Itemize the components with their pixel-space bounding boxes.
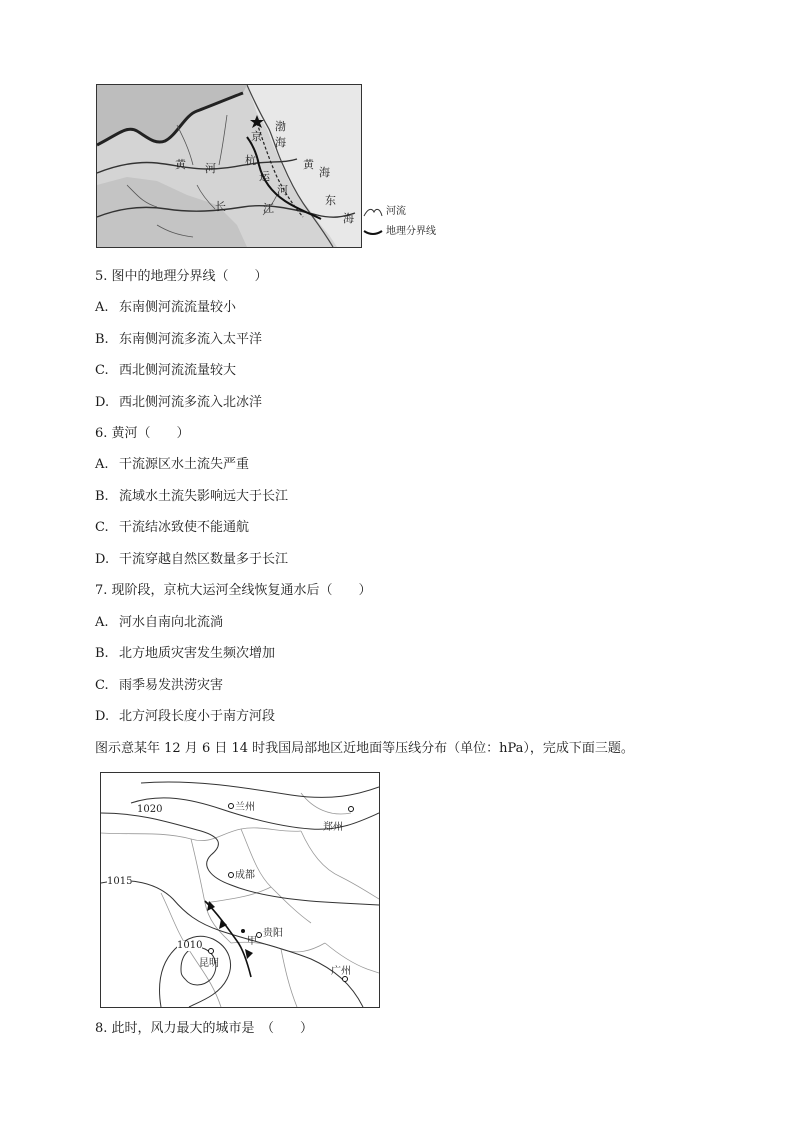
isobar-map [100, 772, 380, 1008]
city-guangzhou: 广州 [331, 966, 351, 977]
q7-stem: 7. 现阶段，京杭大运河全线恢复通水后（ ） [95, 583, 372, 598]
isobar-label-1010: 1010 [177, 940, 203, 951]
label-he: 河 [277, 184, 288, 197]
label-jiang: 江 [263, 202, 274, 215]
option-letter: D. [95, 709, 110, 724]
option-letter: B. [95, 489, 109, 504]
option-letter: B. [95, 332, 109, 347]
label-chang: 长 [215, 200, 226, 213]
label-jing: 京 [251, 130, 262, 143]
q8-stem: 8. 此时，风力最大的城市是 （ ） [95, 1021, 314, 1036]
option-letter: D. [95, 552, 110, 567]
legend-river-label: 河流 [386, 206, 406, 217]
river-canal-map [96, 84, 362, 248]
legend-boundary-label: 地理分界线 [386, 226, 436, 237]
option-text: 西北侧河流多流入北冰洋 [119, 395, 263, 410]
q6-option-a[interactable] [95, 456, 249, 474]
label-hang: 杭 [245, 154, 256, 167]
river-icon [362, 206, 384, 218]
option-text: 北方地质灾害发生频次增加 [119, 646, 276, 661]
boundary-line-icon [362, 226, 384, 238]
q7-option-d[interactable] [95, 708, 275, 726]
option-text: 雨季易发洪涝灾害 [119, 678, 224, 693]
q6-option-b[interactable] [95, 488, 288, 506]
isobar-label-1020: 1020 [137, 804, 163, 815]
q7-option-b[interactable] [95, 645, 275, 663]
option-letter: B. [95, 646, 109, 661]
option-letter: A. [95, 300, 109, 315]
option-letter: D. [95, 395, 110, 410]
label-yellow-sea-2: 海 [319, 166, 330, 179]
option-text: 东南侧河流流量较小 [119, 300, 237, 315]
legend-boundary [362, 224, 436, 240]
label-yun: 运 [259, 170, 270, 183]
option-letter: A. [95, 457, 109, 472]
option-text: 干流穿越自然区数量多于长江 [119, 552, 289, 567]
option-text: 干流源区水土流失严重 [119, 457, 250, 472]
option-text: 河水自南向北流淌 [119, 615, 224, 630]
isobar-label-1015: 1015 [107, 876, 133, 887]
option-text: 干流结冰致使不能通航 [119, 520, 250, 535]
q6-stem: 6. 黄河（ ） [95, 426, 190, 441]
q7-option-c[interactable] [95, 677, 223, 695]
option-text: 西北侧河流流量较大 [119, 363, 237, 378]
option-text: 东南侧河流多流入太平洋 [119, 332, 263, 347]
city-guiyang: 贵阳 [263, 928, 283, 939]
label-yellow-river-1: 黄 [175, 158, 186, 171]
label-bohai-2: 海 [275, 136, 286, 149]
point-jia: 甲 [247, 936, 257, 947]
option-letter: C. [95, 363, 109, 378]
q5-option-d[interactable] [95, 394, 262, 412]
q7-option-a[interactable] [95, 614, 223, 632]
label-east-sea-1: 东 [325, 194, 336, 207]
label-east-sea-2: 海 [343, 212, 354, 225]
label-yellow-sea-1: 黄 [303, 158, 314, 171]
q5-option-a[interactable] [95, 299, 236, 317]
option-text: 北方河段长度小于南方河段 [119, 709, 276, 724]
city-lanzhou: 兰州 [235, 802, 255, 813]
label-bohai-1: 渤 [275, 120, 286, 133]
option-text: 流域水土流失影响远大于长江 [119, 489, 289, 504]
intro-text: 图示意某年 12 月 6 日 14 时我国局部地区近地面等压线分布（单位：hPa），完成下面三题。 [95, 741, 634, 756]
map1-legend [362, 200, 452, 244]
q5-option-c[interactable] [95, 362, 236, 380]
city-zhengzhou: 郑州 [323, 822, 343, 833]
option-letter: C. [95, 520, 109, 535]
city-kunming: 昆明 [199, 958, 219, 969]
q5-option-b[interactable] [95, 331, 262, 349]
legend-river [362, 204, 406, 220]
q6-option-d[interactable] [95, 551, 288, 569]
option-letter: C. [95, 678, 109, 693]
option-letter: A. [95, 615, 109, 630]
q5-stem: 5. 图中的地理分界线（ ） [95, 269, 268, 284]
city-chengdu: 成都 [235, 870, 255, 881]
q6-option-c[interactable] [95, 519, 249, 537]
label-yellow-river-2: 河 [205, 162, 216, 175]
